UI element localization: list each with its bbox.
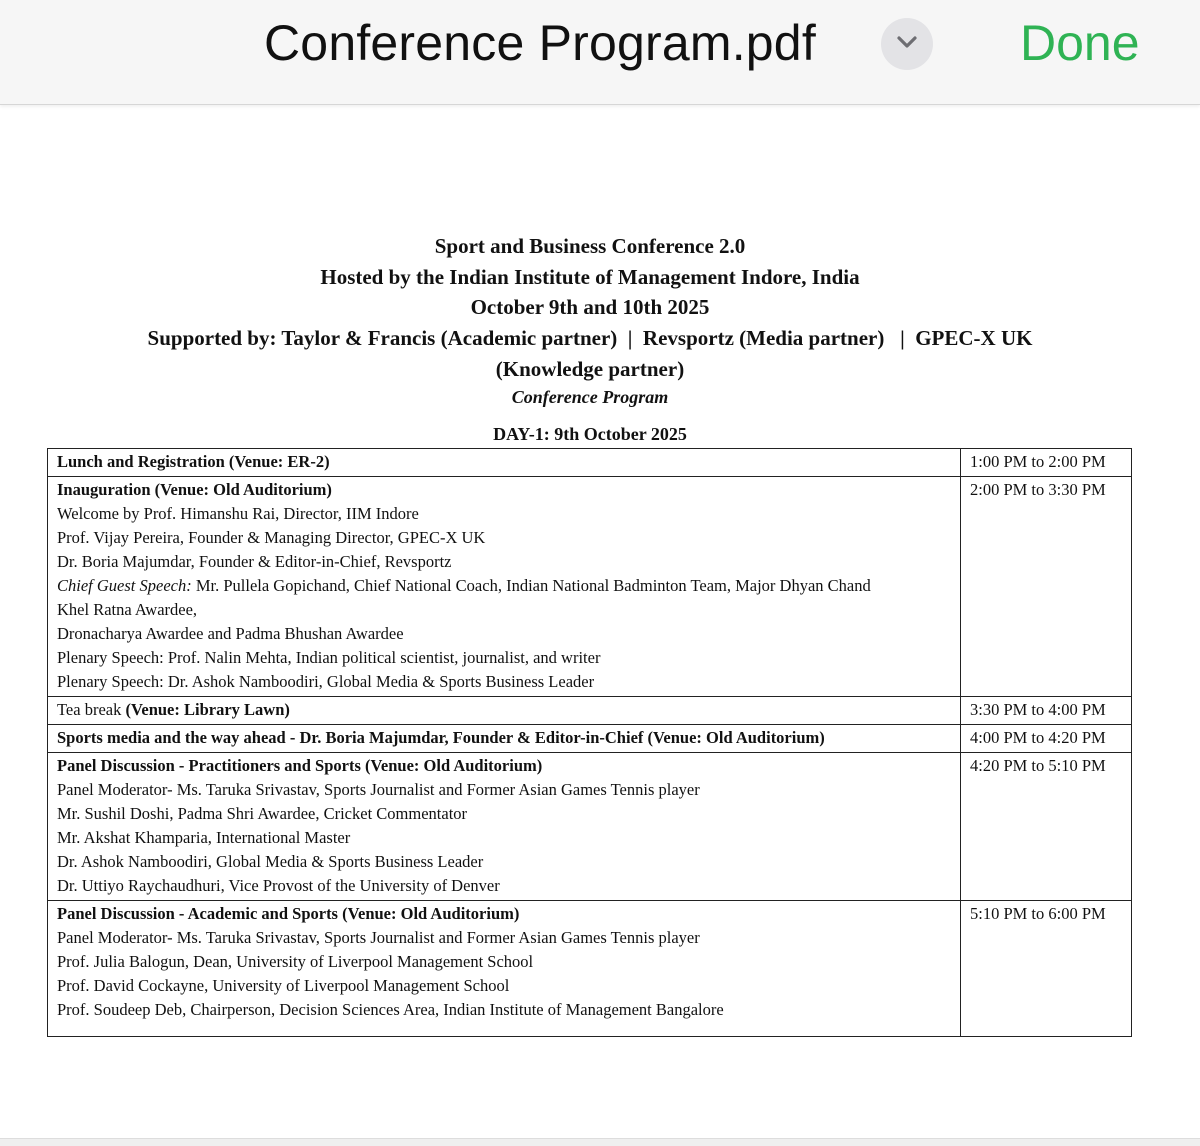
conference-title: Sport and Business Conference 2.0 bbox=[434, 234, 746, 258]
chief-guest-text: Mr. Pullela Gopichand, Chief National Coach, Indian National Badminton Team, Major Dhyan Chand bbox=[191, 576, 871, 595]
table-row bbox=[48, 697, 1132, 725]
session-line: Khel Ratna Awardee, bbox=[57, 600, 198, 619]
session-line: Welcome by Prof. Himanshu Rai, Director, IIM Indore bbox=[57, 504, 419, 523]
session-title: Panel Discussion - Practitioners and Sports (Venue: Old Auditorium) bbox=[57, 756, 543, 775]
day-label: DAY-1: 9th October 2025 bbox=[493, 424, 687, 444]
chevron-down-icon bbox=[895, 34, 919, 55]
session-line: Prof. David Cockayne, University of Liverpool Management School bbox=[57, 976, 510, 995]
conference-dates: October 9th and 10th 2025 bbox=[470, 295, 710, 319]
session-cell bbox=[48, 477, 961, 697]
session-cell bbox=[48, 901, 961, 1037]
program-table bbox=[47, 448, 1132, 1037]
session-title-venue: (Venue: Library Lawn) bbox=[125, 700, 290, 719]
session-line: Mr. Akshat Khamparia, International Master bbox=[57, 828, 351, 847]
supported-by-line-2: (Knowledge partner) bbox=[495, 357, 685, 381]
supported-by-line: Supported by: Taylor & Francis (Academic partner) | Revsportz (Media partner) | GPEC-X UK bbox=[147, 326, 1033, 350]
session-line bbox=[57, 574, 951, 598]
table-row bbox=[48, 753, 1132, 901]
table-row bbox=[48, 901, 1132, 1037]
session-time: 4:20 PM to 5:10 PM bbox=[961, 753, 1132, 901]
session-line: Prof. Soudeep Deb, Chairperson, Decision Sciences Area, Indian Institute of Management Bangalore bbox=[57, 1000, 724, 1019]
session-title: Sports media and the way ahead - Dr. Boria Majumdar, Founder & Editor-in-Chief (Venue: Old Auditorium) bbox=[57, 728, 825, 747]
session-cell bbox=[48, 449, 961, 477]
document-title: Conference Program.pdf bbox=[264, 15, 816, 71]
session-line: Prof. Vijay Pereira, Founder & Managing Director, GPEC-X UK bbox=[57, 528, 486, 547]
table-row bbox=[48, 477, 1132, 697]
session-line: Plenary Speech: Prof. Nalin Mehta, Indian political scientist, journalist, and writer bbox=[57, 648, 601, 667]
session-line: Dr. Uttiyo Raychaudhuri, Vice Provost of the University of Denver bbox=[57, 876, 500, 895]
session-line: Dr. Boria Majumdar, Founder & Editor-in-Chief, Revsportz bbox=[57, 552, 452, 571]
chief-guest-label: Chief Guest Speech: bbox=[57, 576, 192, 595]
session-cell bbox=[48, 697, 961, 725]
title-menu-button[interactable] bbox=[881, 18, 933, 70]
session-cell bbox=[48, 753, 961, 901]
session-line: Prof. Julia Balogun, Dean, University of Liverpool Management School bbox=[57, 952, 534, 971]
table-row bbox=[48, 725, 1132, 753]
session-line: Dr. Ashok Namboodiri, Global Media & Sports Business Leader bbox=[57, 852, 484, 871]
session-time: 2:00 PM to 3:30 PM bbox=[961, 477, 1132, 697]
program-label: Conference Program bbox=[511, 387, 669, 407]
table-row bbox=[48, 449, 1132, 477]
session-line: Plenary Speech: Dr. Ashok Namboodiri, Global Media & Sports Business Leader bbox=[57, 672, 595, 691]
session-cell bbox=[48, 725, 961, 753]
top-toolbar bbox=[0, 0, 1200, 105]
session-title: Inauguration (Venue: Old Auditorium) bbox=[57, 480, 332, 499]
session-time: 5:10 PM to 6:00 PM bbox=[961, 901, 1132, 1037]
session-title: Lunch and Registration (Venue: ER-2) bbox=[57, 452, 330, 471]
session-line: Dronacharya Awardee and Padma Bhushan Awardee bbox=[57, 624, 404, 643]
session-time: 4:00 PM to 4:20 PM bbox=[961, 725, 1132, 753]
session-time: 3:30 PM to 4:00 PM bbox=[961, 697, 1132, 725]
conference-host: Hosted by the Indian Institute of Management Indore, India bbox=[320, 265, 860, 289]
session-line: Panel Moderator- Ms. Taruka Srivastav, Sports Journalist and Former Asian Games Tennis player bbox=[57, 928, 700, 947]
session-title bbox=[57, 698, 951, 722]
session-line: Panel Moderator- Ms. Taruka Srivastav, Sports Journalist and Former Asian Games Tennis player bbox=[57, 780, 700, 799]
session-title-plain: Tea break bbox=[57, 700, 126, 719]
session-line: Mr. Sushil Doshi, Padma Shri Awardee, Cricket Commentator bbox=[57, 804, 468, 823]
done-button[interactable]: Done bbox=[1020, 15, 1140, 71]
session-time: 1:00 PM to 2:00 PM bbox=[961, 449, 1132, 477]
session-title: Panel Discussion - Academic and Sports (Venue: Old Auditorium) bbox=[57, 904, 520, 923]
